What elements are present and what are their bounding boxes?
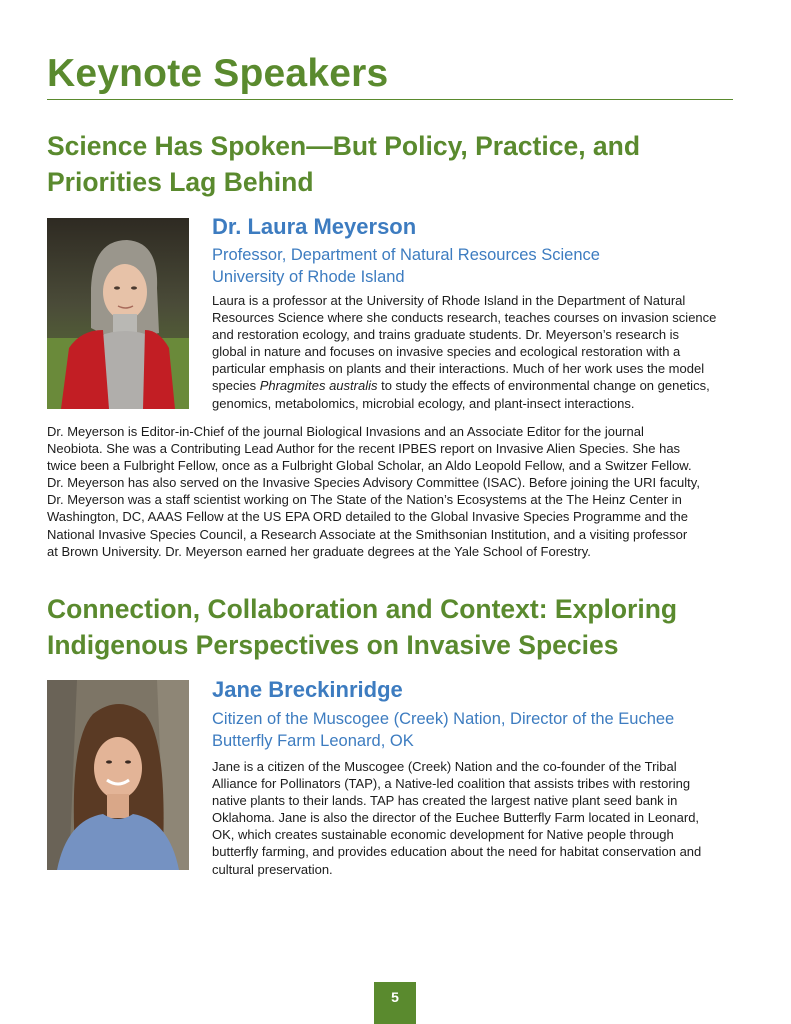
bio-2-line: Jane is a citizen of the Muscogee (Creek) Nation and the co-founder of the Tribal [212,759,677,774]
bio-1-line: and restoration ecology, and trains graduate students. Dr. Meyerson’s research is [212,327,680,343]
speaker-photo-laura-meyerson [47,218,189,409]
bio-1-species-name: Phragmites australis [259,378,378,394]
title-divider [47,99,733,100]
bio-1b-line: Neobiota. She was a Contributing Lead Author for the recent IPBES report on Invasive Alien Species. She has [47,441,681,457]
speaker-affiliation-1 [212,245,742,288]
speaker-bio-1 [212,292,752,412]
bio-1-species-suffix: to study the effects of environmental change on genetics, [377,378,710,394]
portrait-photo-laura-meyerson-icon [47,218,189,409]
bio-2-line: OK, which creates sustainable economic development for Native people through [212,827,674,843]
bio-1-line: Laura is a professor at the University of Rhode Island in the Department of Natural [212,293,686,308]
bio-1b-line: National Invasive Species Council, a Research Associate at the Smithsonian Institution, and a visiting professor [47,526,688,542]
speaker-affiliation-2-line2: Butterfly Farm Leonard, OK [212,731,414,750]
bio-1b-line: Washington, DC, AAAS Fellow at the US EPA ORD detailed to the Global Invasive Species Programme and the [47,509,688,525]
page-title: Keynote Speakers [47,52,389,95]
speaker-name-1: Dr. Laura Meyerson [212,214,417,239]
bio-2-line: cultural preservation. [212,861,333,877]
bio-2-line: Alliance for Pollinators (TAP), a Native-led coalition that assists tribes with restoring [212,776,691,792]
bio-1b-line: twice been a Fulbright Fellow, once as a Fulbright Global Scholar, an Aldo Leopold Fellow, and a Switzer Fellow. [47,458,692,474]
speaker-affiliation-2-line1: Citizen of the Muscogee (Creek) Nation, Director of the Euchee [212,710,675,728]
bio-1b-line: Dr. Meyerson is Editor-in-Chief of the journal Biological Invasions and an Associate Editor for the journal [47,424,644,439]
talk-title-1 [47,128,640,200]
bio-1b-line: at Brown University. Dr. Meyerson earned her graduate degrees at the Yale School of Forestry. [47,543,591,559]
bio-1b-line: Dr. Meyerson was a staff scientist working on The State of the Nation’s Ecosystems at the The Heinz Center in [47,492,682,508]
bio-1-line: global in nature and focuses on invasive species and ecological restoration with a [212,344,681,360]
bio-1-line: Resources Science where she conducts research, teaches courses on invasion science [212,310,717,326]
portrait-photo-jane-breckinridge-icon [47,680,189,870]
speaker-bio-2 [212,758,757,878]
talk-title-1-line2: Priorities Lag Behind [47,167,314,197]
talk-title-2 [47,591,677,663]
talk-title-2-line1: Connection, Collaboration and Context: Exploring [47,594,678,624]
speaker-affiliation-2 [212,709,742,752]
bio-1-line: genomics, metabolomics, microbial ecology, and plant-insect interactions. [212,395,635,411]
page-number: 5 [374,982,416,1024]
bio-2-line: Oklahoma. Jane is also the director of the Euchee Butterfly Farm located in Leonard, [212,810,700,826]
speaker-bio-1-continued [47,423,747,560]
talk-title-1-line1: Science Has Spoken—But Policy, Practice, and [47,131,641,161]
speaker-affiliation-1-line1: Professor, Department of Natural Resources Science [212,246,600,264]
speaker-photo-jane-breckinridge [47,680,189,870]
bio-1-species-prefix: species [212,378,260,394]
bio-2-line: native plants to their lands. TAP has created the largest native plant seed bank in [212,793,678,809]
bio-1b-line: Dr. Meyerson has also served on the Invasive Species Advisory Committee (ISAC). Before joining the URI faculty, [47,475,700,491]
speaker-affiliation-1-line2: University of Rhode Island [212,267,405,286]
talk-title-2-line2: Indigenous Perspectives on Invasive Species [47,630,619,660]
bio-2-line: butterfly farming, and provides education about the need for habitat conservation and [212,844,702,860]
speaker-name-2: Jane Breckinridge [212,677,403,702]
bio-1-line: particular emphasis on plants and their interactions. Much of her work uses the model [212,361,705,377]
